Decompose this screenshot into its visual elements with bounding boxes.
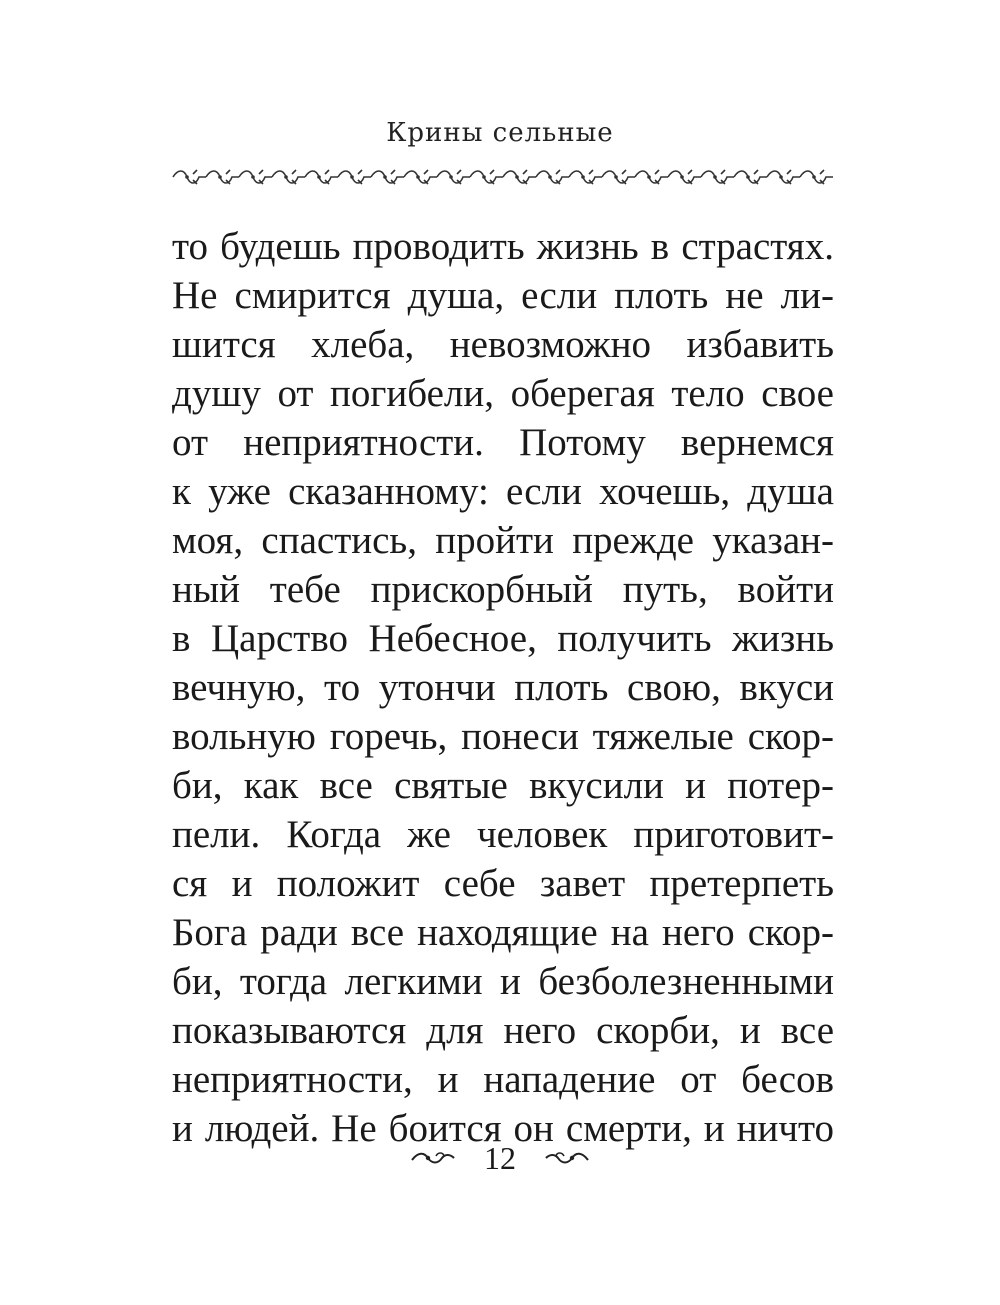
- folio: [0, 1138, 1000, 1178]
- text-line: Не смирится душа, если плоть не ли-: [172, 274, 834, 317]
- text-line: би, как все святые вкусили и потер-: [172, 764, 834, 807]
- text-line: показываются для него скорби, и все: [172, 1009, 834, 1052]
- text-line: к уже сказанному: если хочешь, душа: [172, 470, 834, 513]
- text-line: неприятности, и нападение от бесов: [172, 1058, 834, 1101]
- flourish-right-icon: [544, 1148, 590, 1168]
- body-text: [172, 222, 834, 1153]
- text-line: вечную, то утончи плоть свою, вкуси: [172, 666, 834, 709]
- ornamental-rule-icon: [172, 166, 834, 188]
- text-line: моя, спастись, пройти прежде указан-: [172, 519, 834, 562]
- page-number: 12: [484, 1139, 516, 1176]
- text-line: от неприятности. Потому вернемся: [172, 421, 834, 464]
- running-title: Крины сельные: [386, 118, 614, 148]
- text-line: ся и положит себе завет претерпеть: [172, 862, 834, 905]
- text-line: пели. Когда же человек приготовит-: [172, 813, 834, 856]
- text-line: в Царство Небесное, получить жизнь: [172, 617, 834, 660]
- text-line: вольную горечь, понеси тяжелые скор-: [172, 715, 834, 758]
- text-line: би, тогда легкими и безболезненными: [172, 960, 834, 1003]
- text-line: ный тебе прискорбный путь, войти: [172, 568, 834, 611]
- text-line: и людей. Не боится он смерти, и ничто: [172, 1107, 834, 1150]
- text-line: Бога ради все находящие на него скор-: [172, 911, 834, 954]
- flourish-left-icon: [410, 1148, 456, 1168]
- text-line: шится хлеба, невозможно избавить: [172, 323, 834, 366]
- text-line: то будешь проводить жизнь в страстях.: [172, 225, 834, 268]
- text-line: душу от погибели, оберегая тело свое: [172, 372, 834, 415]
